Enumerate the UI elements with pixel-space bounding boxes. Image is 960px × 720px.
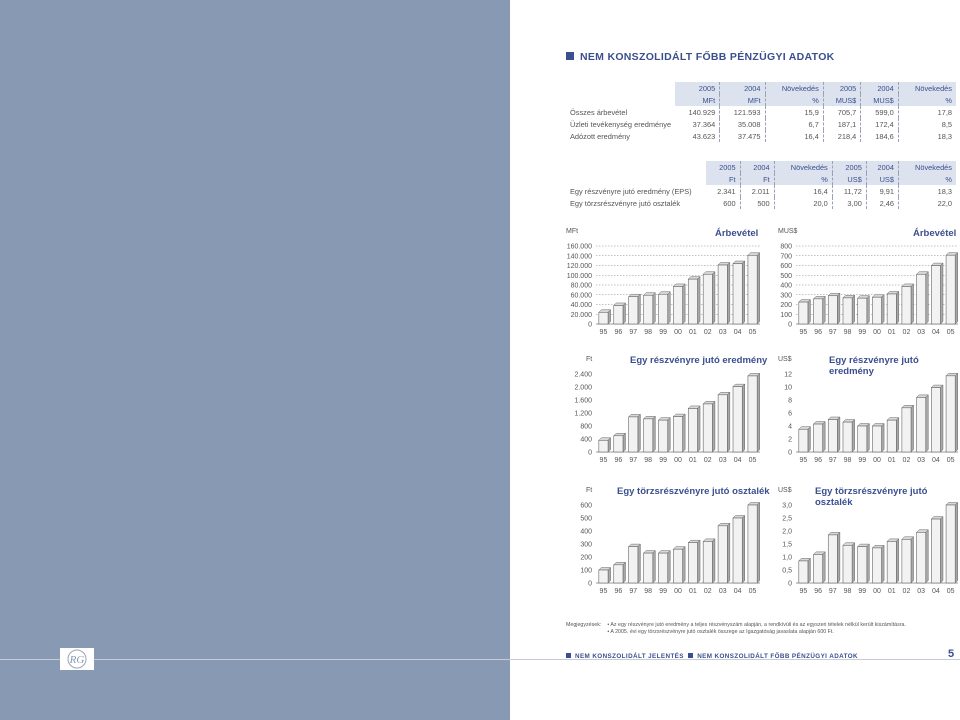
x-tick-label: 03 <box>917 457 926 464</box>
bar <box>931 266 940 324</box>
y-tick-label: 2.400 <box>574 371 592 379</box>
y-tick-label: 2.000 <box>574 384 592 392</box>
y-tick-label: 20.000 <box>570 311 592 319</box>
bar-side <box>896 539 899 583</box>
bar-side <box>653 551 656 583</box>
x-tick-label: 04 <box>932 329 940 336</box>
x-tick-label: 95 <box>599 329 608 336</box>
bar-side <box>727 263 730 324</box>
y-tick-label: 0 <box>788 580 792 588</box>
bar <box>799 561 808 583</box>
bar-side <box>867 424 870 453</box>
footnotes <box>566 622 906 636</box>
x-tick-label: 96 <box>814 457 822 464</box>
y-tick-label: 0 <box>588 321 592 329</box>
footnote-item: • A 2005. évi egy törzsrészvényre jutó osztalék összege az Igazgatóság javaslata alapján 600 Ft. <box>607 629 834 635</box>
bar <box>872 297 881 324</box>
bar-side <box>837 293 840 324</box>
y-tick-label: 300 <box>580 541 592 549</box>
bar-side <box>608 438 611 452</box>
chart-title: Árbevétel <box>913 228 957 239</box>
x-tick-label: 99 <box>659 329 667 336</box>
y-tick-label: 12 <box>784 371 792 379</box>
y-tick-label: 8 <box>788 397 792 405</box>
bar-side <box>742 516 745 584</box>
y-tick-label: 600 <box>780 263 792 270</box>
x-tick-label: 99 <box>659 588 667 595</box>
chart-title: Egy részvényre jutó eredmény <box>630 355 768 366</box>
bar-side <box>698 540 701 583</box>
bar-side <box>683 547 686 583</box>
bar <box>673 549 682 583</box>
bar <box>902 408 911 452</box>
x-tick-label: 96 <box>814 329 822 336</box>
x-tick-label: 97 <box>629 329 638 336</box>
bar-side <box>837 417 840 452</box>
bar-side <box>608 568 611 584</box>
bar-side <box>653 293 656 324</box>
bar-side <box>683 284 686 324</box>
x-tick-label: 98 <box>644 457 653 464</box>
bar-side <box>926 530 929 583</box>
x-tick-label: 03 <box>917 329 926 336</box>
bar-side <box>911 405 914 452</box>
bar <box>599 312 608 324</box>
square-bullet-icon <box>566 52 574 60</box>
x-tick-label: 97 <box>828 329 837 336</box>
bar <box>931 388 940 452</box>
bar <box>614 436 623 452</box>
bar <box>658 294 667 324</box>
y-tick-label: 60.000 <box>570 292 592 300</box>
y-tick-label: 600 <box>580 502 592 510</box>
bar <box>887 420 896 452</box>
y-tick-label: 400 <box>580 436 592 444</box>
bar <box>872 426 881 452</box>
y-tick-label: 160.000 <box>566 243 592 251</box>
bar <box>872 548 881 583</box>
x-tick-label: 00 <box>674 457 682 464</box>
bar-side <box>668 551 671 583</box>
chart-title: Egy törzsrészvényre jutó osztalék <box>815 486 928 508</box>
y-tick-label: 400 <box>580 528 592 536</box>
y-tick-label: 1,5 <box>782 541 792 549</box>
bar-side <box>955 253 958 324</box>
x-tick-label: 04 <box>733 588 742 595</box>
financial-table-per-share <box>566 161 956 209</box>
table-row: Egy részvényre jutó eredmény (EPS) 2.341 2.011 16,4 11,72 9,91 18,3 <box>566 185 956 197</box>
y-tick-label: 800 <box>580 423 592 431</box>
bar <box>917 532 926 583</box>
bar <box>644 553 653 583</box>
x-tick-label: 03 <box>718 457 727 464</box>
x-tick-label: 02 <box>902 588 911 595</box>
x-tick-label: 01 <box>689 457 697 464</box>
bar-side <box>896 418 899 452</box>
x-tick-label: 02 <box>703 457 712 464</box>
square-bullet-icon <box>688 653 693 658</box>
bar <box>673 286 682 324</box>
x-tick-label: 00 <box>873 588 881 595</box>
x-tick-label: 98 <box>843 457 852 464</box>
bar-side <box>955 503 958 584</box>
y-tick-label: 300 <box>780 292 792 300</box>
page-number: 5 <box>948 648 955 660</box>
bar-side <box>867 296 870 324</box>
bar <box>599 570 608 583</box>
bar-side <box>882 424 885 453</box>
y-tick-label: 800 <box>780 243 792 251</box>
y-tick-label: 140.000 <box>566 253 592 261</box>
x-tick-label: 96 <box>614 588 623 595</box>
bar-side <box>683 414 686 452</box>
footer-running-title: NEM KONSZOLIDÁLT JELENTÉS NEM KONSZOLIDÁLT FŐBB PÉNZÜGYI ADATOK <box>566 653 858 660</box>
bar-side <box>940 263 943 324</box>
bar <box>688 279 697 324</box>
x-tick-label: 98 <box>644 329 653 336</box>
x-tick-label: 99 <box>858 457 867 464</box>
financial-table-main <box>566 82 956 142</box>
table-row: Egy törzsrészvényre jutó osztalék 600 500 20,0 3,00 2,46 22,0 <box>566 197 956 209</box>
table-row: Összes árbevétel 140.929 121.593 15,9 705,7 599,0 17,8 <box>566 106 956 118</box>
bar <box>703 404 712 452</box>
y-tick-label: 6 <box>788 410 792 418</box>
bar <box>718 526 727 583</box>
y-tick-label: 400 <box>780 282 792 290</box>
bar <box>703 541 712 583</box>
x-tick-label: 03 <box>718 588 727 595</box>
y-tick-label: 200 <box>580 554 592 562</box>
x-tick-label: 00 <box>873 329 881 336</box>
bar-side <box>698 406 701 452</box>
y-tick-label: 10 <box>784 384 792 392</box>
x-tick-label: 95 <box>799 329 808 336</box>
bar-side <box>808 558 811 583</box>
rg-logo-icon <box>60 648 94 670</box>
bar <box>858 298 867 324</box>
x-tick-label: 04 <box>733 329 742 336</box>
bar-side <box>940 385 943 452</box>
bar-side <box>823 422 826 452</box>
bar <box>887 541 896 583</box>
y-tick-label: 1.600 <box>574 397 592 405</box>
y-tick-label: 200 <box>780 302 792 309</box>
chart-eps-usd <box>784 371 958 464</box>
bar-side <box>757 253 760 324</box>
bar <box>799 429 808 452</box>
y-tick-label: 80.000 <box>570 282 592 290</box>
bar <box>828 296 837 324</box>
bar <box>828 420 837 453</box>
bar-side <box>757 503 760 584</box>
y-tick-label: 1.200 <box>574 410 592 418</box>
bar <box>814 554 823 583</box>
x-tick-label: 96 <box>614 457 623 464</box>
chart-svg <box>780 243 958 336</box>
x-tick-label: 98 <box>843 329 852 336</box>
bar <box>917 274 926 324</box>
bar <box>629 547 638 583</box>
bar <box>946 255 955 324</box>
bar <box>858 547 867 583</box>
chart-unit-label: Ft <box>586 487 593 494</box>
bar-side <box>742 384 745 452</box>
bar-side <box>638 294 641 324</box>
bar <box>673 417 682 452</box>
chart-svg <box>566 243 760 336</box>
bar-side <box>727 523 730 583</box>
y-tick-label: 3,0 <box>782 502 792 510</box>
bar <box>828 535 837 583</box>
bar-side <box>882 545 885 583</box>
square-bullet-icon <box>566 653 571 658</box>
bar <box>718 395 727 452</box>
bar <box>814 299 823 324</box>
bar-side <box>823 296 826 324</box>
x-tick-label: 96 <box>614 329 623 336</box>
chart-eps-huf <box>574 371 760 464</box>
x-tick-label: 02 <box>902 457 911 464</box>
x-tick-label: 01 <box>689 329 697 336</box>
bar-side <box>623 433 626 452</box>
bar-side <box>926 395 929 452</box>
y-tick-label: 0 <box>788 449 792 457</box>
section-title: NEM KONSZOLIDÁLT FŐBB PÉNZÜGYI ADATOK <box>566 51 835 63</box>
y-tick-label: 500 <box>580 515 592 523</box>
bar-side <box>712 539 715 583</box>
bar-side <box>608 310 611 324</box>
bar-side <box>940 517 943 583</box>
chart-title: Egy részvényre jutó eredmény <box>829 355 919 377</box>
x-tick-label: 95 <box>799 457 808 464</box>
bar <box>887 294 896 324</box>
bar-side <box>757 373 760 452</box>
chart-dividend-huf <box>580 502 760 595</box>
rg-logo <box>60 648 94 670</box>
x-tick-label: 97 <box>828 588 837 595</box>
bar <box>858 426 867 452</box>
bar <box>946 505 955 583</box>
bar <box>843 422 852 452</box>
x-tick-label: 98 <box>843 588 852 595</box>
bar <box>718 265 727 324</box>
x-tick-label: 02 <box>703 588 712 595</box>
y-tick-label: 0 <box>588 580 592 588</box>
x-tick-label: 00 <box>873 457 881 464</box>
x-tick-label: 01 <box>689 588 697 595</box>
bar-side <box>823 552 826 583</box>
chart-unit-label: Ft <box>586 356 593 363</box>
y-tick-label: 700 <box>780 253 792 261</box>
bar <box>599 440 608 452</box>
bar <box>658 553 667 583</box>
bar-side <box>882 295 885 324</box>
x-tick-label: 02 <box>902 329 911 336</box>
footnote-item: • Az egy részvényre jutó eredmény a teljes részvényszám alapján, a rendkívüli és az egyszeri tételek nélkül került kiszámításra. <box>607 622 906 628</box>
chart-revenue-usd <box>780 243 958 336</box>
bar <box>733 264 742 324</box>
x-tick-label: 95 <box>599 457 608 464</box>
y-tick-label: 40.000 <box>570 302 592 309</box>
bar <box>748 255 757 324</box>
bar <box>748 505 757 583</box>
chart-revenue-huf <box>566 243 760 336</box>
bar-side <box>911 537 914 583</box>
bar-side <box>852 295 855 324</box>
chart-svg <box>782 502 958 595</box>
x-tick-label: 99 <box>858 588 867 595</box>
chart-title: Egy törzsrészvényre jutó osztalék <box>617 486 770 497</box>
chart-unit-label: MFt <box>566 228 579 235</box>
table-row: Üzleti tevékenység eredménye 37.364 35.008 6,7 187,1 172,4 8,5 <box>566 118 956 130</box>
bar-side <box>638 544 641 583</box>
y-tick-label: 120.000 <box>566 263 592 270</box>
x-tick-label: 97 <box>629 457 638 464</box>
y-tick-label: 2,5 <box>782 515 792 523</box>
bar <box>931 519 940 583</box>
y-tick-label: 2,0 <box>782 528 792 536</box>
bar-side <box>698 277 701 324</box>
bar-side <box>808 300 811 324</box>
y-tick-label: 100 <box>780 311 792 319</box>
bar-side <box>668 292 671 324</box>
bar <box>703 274 712 324</box>
bar-side <box>896 291 899 324</box>
x-tick-label: 98 <box>644 588 653 595</box>
bar-side <box>955 373 958 452</box>
footnote-label: Megjegyzések: <box>566 622 602 628</box>
x-tick-label: 97 <box>629 588 638 595</box>
chart-unit-label: US$ <box>778 487 792 494</box>
chart-svg <box>784 371 958 464</box>
bar-side <box>623 562 626 583</box>
bar-side <box>653 416 656 452</box>
chart-svg <box>574 371 760 464</box>
x-tick-label: 00 <box>674 329 682 336</box>
bar-side <box>837 532 840 583</box>
x-tick-label: 95 <box>799 588 808 595</box>
table-unit-row: Ft Ft % US$ US$ % <box>566 173 956 185</box>
bar-side <box>668 418 671 452</box>
bar-side <box>638 414 641 452</box>
x-tick-label: 04 <box>733 457 742 464</box>
bar-side <box>808 427 811 452</box>
bar-side <box>712 401 715 452</box>
x-tick-label: 05 <box>946 588 955 595</box>
y-tick-label: 500 <box>780 272 792 280</box>
bar <box>733 387 742 452</box>
rg-logo-letters: RG <box>69 654 85 666</box>
x-tick-label: 01 <box>887 457 896 464</box>
y-tick-label: 4 <box>788 423 792 431</box>
bar-side <box>623 303 626 324</box>
bar <box>688 408 697 452</box>
y-tick-label: 0,5 <box>782 567 792 575</box>
chart-dividend-usd <box>782 502 958 595</box>
bar <box>917 397 926 452</box>
x-tick-label: 03 <box>718 329 727 336</box>
bar <box>733 518 742 583</box>
bar <box>658 420 667 452</box>
y-tick-label: 1,0 <box>782 554 792 562</box>
bar <box>799 302 808 324</box>
table-header-row: 2005 2004 Növekedés 2005 2004 Növekedés <box>566 82 956 94</box>
bar <box>902 539 911 583</box>
bar <box>614 305 623 324</box>
x-tick-label: 99 <box>659 457 667 464</box>
x-tick-label: 99 <box>858 329 867 336</box>
x-tick-label: 05 <box>748 588 757 595</box>
chart-title: Árbevétel <box>715 228 759 239</box>
x-tick-label: 96 <box>814 588 822 595</box>
x-tick-label: 04 <box>932 457 940 464</box>
bar <box>644 419 653 452</box>
x-tick-label: 01 <box>887 329 896 336</box>
x-tick-label: 05 <box>946 329 955 336</box>
x-tick-label: 02 <box>703 329 712 336</box>
x-tick-label: 95 <box>599 588 608 595</box>
chart-unit-label: US$ <box>778 356 792 363</box>
x-tick-label: 05 <box>946 457 955 464</box>
bar <box>902 286 911 324</box>
bar-side <box>911 284 914 324</box>
bar <box>629 417 638 452</box>
table-row: Adózott eredmény 43.623 37.475 16,4 218,4 184,6 18,3 <box>566 130 956 142</box>
bar-side <box>926 272 929 324</box>
y-tick-label: 100 <box>580 567 592 575</box>
bar <box>814 424 823 452</box>
table-header-row: 2005 2004 Növekedés 2005 2004 Növekedés <box>566 161 956 173</box>
table-unit-row: MFt MFt % MUS$ MUS$ % <box>566 94 956 106</box>
chart-svg <box>580 502 760 595</box>
bar <box>614 565 623 583</box>
x-tick-label: 03 <box>917 588 926 595</box>
bar-side <box>852 543 855 583</box>
bar-side <box>852 420 855 452</box>
bar <box>688 543 697 583</box>
x-tick-label: 05 <box>748 457 757 464</box>
bar <box>629 297 638 324</box>
y-tick-label: 0 <box>788 321 792 329</box>
x-tick-label: 01 <box>887 588 896 595</box>
x-tick-label: 97 <box>828 457 837 464</box>
y-tick-label: 2 <box>788 436 792 444</box>
x-tick-label: 05 <box>748 329 757 336</box>
bar-side <box>727 392 730 452</box>
y-tick-label: 0 <box>588 449 592 457</box>
x-tick-label: 04 <box>932 588 940 595</box>
bar <box>946 376 955 452</box>
bar <box>843 298 852 324</box>
y-tick-label: 100.000 <box>566 272 592 280</box>
x-tick-label: 00 <box>674 588 682 595</box>
chart-unit-label: MUS$ <box>778 228 798 235</box>
bar-side <box>712 272 715 324</box>
bar <box>748 376 757 452</box>
bar-side <box>867 544 870 583</box>
bar-side <box>742 261 745 324</box>
bar <box>644 295 653 324</box>
bar <box>843 545 852 583</box>
